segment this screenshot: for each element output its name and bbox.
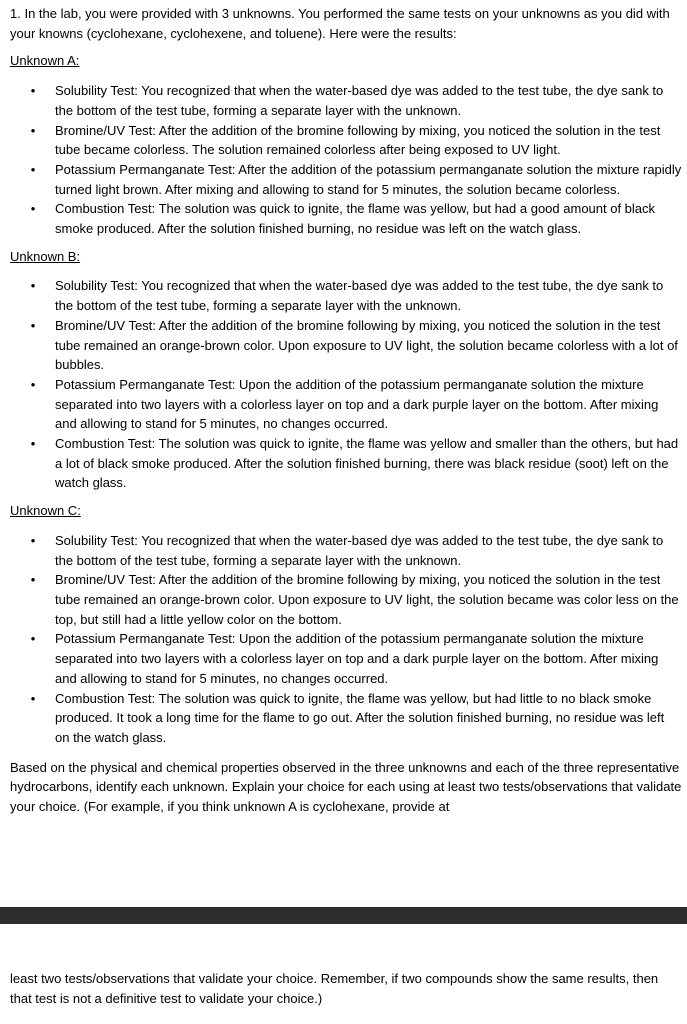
unknown-a-bromine-uv-test: • Bromine/UV Test: After the addition of the bromine following by mixing, you noticed the solution in the test tube became colorless. The solution remained colorless after being exposed to UV light. [10,121,682,160]
bullet-icon: • [30,436,36,452]
unknown-b-solubility-test: • Solubility Test: You recognized that when the water-based dye was added to the test tube, the dye sank to the bottom of the test tube, forming a separate layer with the unknown. [10,276,682,315]
unknown-a-permanganate-test: • Potassium Permanganate Test: After the addition of the potassium permanganate solution the mixture rapidly turned light brown. After mixing and allowing to stand for 5 minutes, the solution became colorless. [10,160,682,199]
page-break-divider [0,907,687,924]
question-prompt-part2: least two tests/observations that validate your choice. Remember, if two compounds show the same results, then that test is not a definitive test to validate your choice.) [10,971,659,1006]
question-prompt-part1: Based on the physical and chemical properties observed in the three unknowns and each of the three representative hydrocarbons, identify each unknown. Explain your choice for each using at least two tests/observations that validate your choice. (For example, if you think unknown A is cyclohexane, provide at [10,759,682,815]
bullet-icon: • [30,376,36,392]
bullet-icon: • [30,83,36,99]
bullet-icon: • [30,122,36,138]
unknown-a-test-list [10,81,682,239]
unknown-b-heading: Unknown B: [10,248,81,264]
unknown-c-test-list [10,531,682,748]
unknown-c-bromine-uv-test: • Bromine/UV Test: After the addition of the bromine following by mixing, you noticed the solution in the test tube remained an orange-brown color. Upon exposure to UV light, the solution became was color less on the top, but still had a little yellow color on the bottom. [10,570,682,629]
bullet-icon: • [30,161,36,177]
bullet-icon: • [30,572,36,588]
document-upper-section [10,4,682,817]
question-intro: 1. In the lab, you were provided with 3 unknowns. You performed the same tests on your unknowns as you did with your knowns (cyclohexane, cyclohexene, and toluene). Here were the results: [10,6,670,41]
bullet-icon: • [30,532,36,548]
bullet-icon: • [30,317,36,333]
bullet-icon: • [30,278,36,294]
bullet-icon: • [30,690,36,706]
unknown-a-solubility-test: • Solubility Test: You recognized that when the water-based dye was added to the test tube, the dye sank to the bottom of the test tube, forming a separate layer with the unknown. [10,81,682,120]
unknown-c-permanganate-test: • Potassium Permanganate Test: Upon the addition of the potassium permanganate solution the mixture separated into two layers with a colorless layer on top and a dark purple layer on the bottom. After mixing and allowing to stand for 5 minutes, no changes occurred. [10,629,682,688]
unknown-b-permanganate-test: • Potassium Permanganate Test: Upon the addition of the potassium permanganate solution the mixture separated into two layers with a colorless layer on top and a dark purple layer on the bottom. After mixing and allowing to stand for 5 minutes, no changes occurred. [10,375,682,434]
bullet-icon: • [30,201,36,217]
unknown-a-combustion-test: • Combustion Test: The solution was quick to ignite, the flame was yellow, but had a good amount of black smoke produced. After the solution finished burning, no residue was left on the watch glass. [10,199,682,238]
unknown-c-solubility-test: • Solubility Test: You recognized that when the water-based dye was added to the test tube, the dye sank to the bottom of the test tube, forming a separate layer with the unknown. [10,531,682,570]
unknown-b-bromine-uv-test: • Bromine/UV Test: After the addition of the bromine following by mixing, you noticed the solution in the test tube remained an orange-brown color. Upon exposure to UV light, the solution became colorless with a lot of bubbles. [10,316,682,375]
unknown-b-test-list [10,276,682,493]
unknown-c-heading: Unknown C: [10,503,81,519]
unknown-c-combustion-test: • Combustion Test: The solution was quick to ignite, the flame was yellow, but had little to no black smoke produced. It took a long time for the flame to go out. After the solution finished burning, no residue was left on the watch glass. [10,689,682,748]
unknown-b-combustion-test: • Combustion Test: The solution was quick to ignite, the flame was yellow and smaller than the others, but had a lot of black smoke produced. After the solution finished burning, there was black residue (soot) left on the watch glass. [10,434,682,493]
unknown-a-heading: Unknown A: [10,53,80,69]
bullet-icon: • [30,631,36,647]
